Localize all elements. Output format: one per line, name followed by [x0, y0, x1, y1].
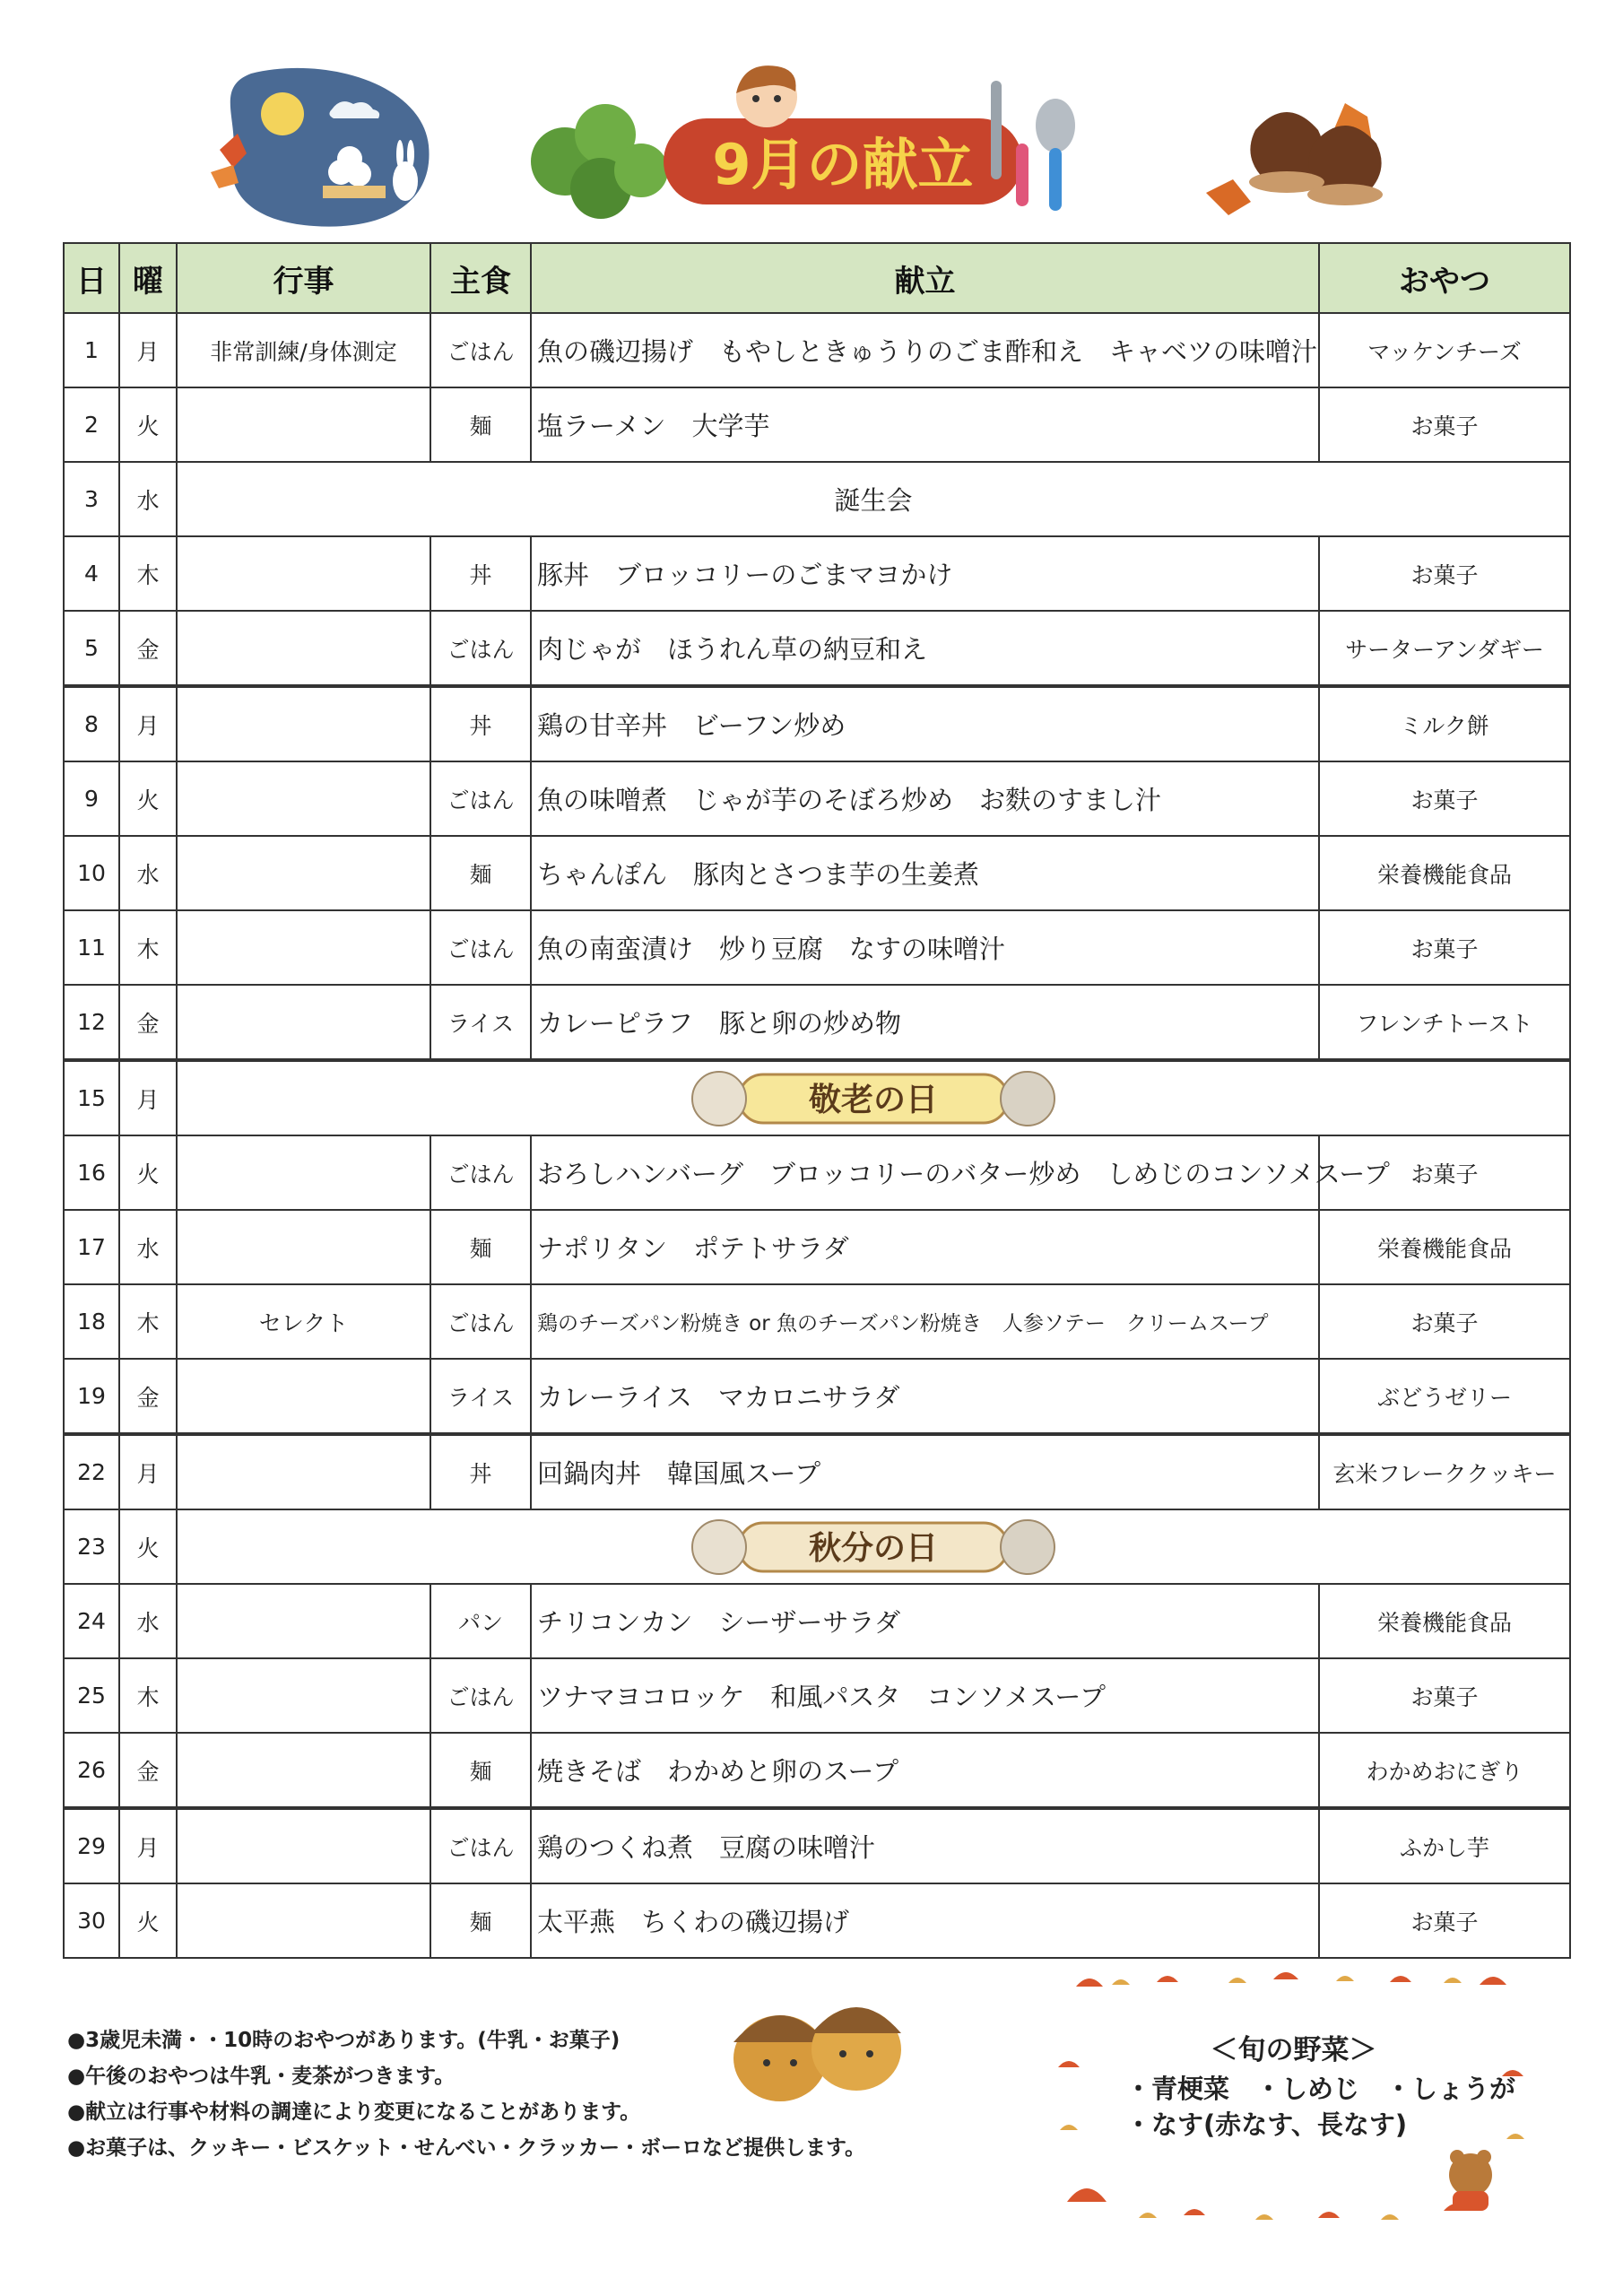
- table-row: [64, 1135, 1570, 1210]
- event-cell: 非常訓練/身体測定: [177, 313, 430, 387]
- snack-cell: わかめおにぎり: [1319, 1733, 1570, 1808]
- table-row: [64, 1733, 1570, 1808]
- weekday-cell: 木: [119, 910, 177, 985]
- staple-cell: ごはん: [430, 1135, 531, 1210]
- weekday-cell: 月: [119, 1060, 177, 1135]
- snack-cell: ミルク餅: [1319, 686, 1570, 761]
- menu-cell: 塩ラーメン 大学芋: [531, 387, 1319, 462]
- event-cell: [177, 1883, 430, 1958]
- snack-cell: マッケンチーズ: [1319, 313, 1570, 387]
- seasonal-line: ・なす(赤なす、長なす): [1125, 2109, 1408, 2140]
- day-cell: 26: [64, 1733, 119, 1808]
- holiday-banner: [685, 1065, 1062, 1132]
- weekday-cell: 金: [119, 1359, 177, 1434]
- menu-cell: おろしハンバーグ ブロッコリーのバター炒め しめじのコンソメスープ: [531, 1135, 1319, 1210]
- staple-cell: 麺: [430, 1883, 531, 1958]
- day-cell: 3: [64, 462, 119, 536]
- event-cell: [177, 910, 430, 985]
- table-row: [64, 611, 1570, 686]
- table-row: [64, 836, 1570, 910]
- snack-cell: お菓子: [1319, 1883, 1570, 1958]
- weekday-cell: 火: [119, 387, 177, 462]
- event-cell: [177, 536, 430, 611]
- table-row: [64, 761, 1570, 836]
- staple-cell: ごはん: [430, 313, 531, 387]
- staple-cell: ごはん: [430, 910, 531, 985]
- staple-cell: ライス: [430, 1359, 531, 1434]
- day-cell: 9: [64, 761, 119, 836]
- day-cell: 18: [64, 1284, 119, 1359]
- day-cell: 10: [64, 836, 119, 910]
- staple-cell: ごはん: [430, 761, 531, 836]
- weekday-cell: 金: [119, 985, 177, 1060]
- staple-cell: 麺: [430, 836, 531, 910]
- page-header: [0, 0, 1623, 242]
- table-row: [64, 1210, 1570, 1284]
- holiday-banner-text: 秋分の日: [808, 1529, 939, 1567]
- menu-cell: 鶏のチーズパン粉焼き or 魚のチーズパン粉焼き 人参ソテー クリームスープ: [531, 1284, 1319, 1359]
- special-event-cell: 誕生会: [177, 462, 1570, 536]
- menu-cell: 魚の磯辺揚げ もやしときゅうりのごま酢和え キャベツの味噌汁: [531, 313, 1319, 387]
- menu-cell: ちゃんぽん 豚肉とさつま芋の生姜煮: [531, 836, 1319, 910]
- day-cell: 16: [64, 1135, 119, 1210]
- menu-cell: カレーライス マカロニサラダ: [531, 1359, 1319, 1434]
- weekday-cell: 火: [119, 761, 177, 836]
- weekday-cell: 火: [119, 1509, 177, 1584]
- staple-cell: ごはん: [430, 1284, 531, 1359]
- seasonal-vegetables-box: [1049, 1960, 1538, 2238]
- menu-cell: ツナマヨコロッケ 和風パスタ コンソメスープ: [531, 1658, 1319, 1733]
- event-cell: [177, 1434, 430, 1509]
- note-item: ●献立は行事や材料の調達により変更になることがあります。: [67, 2100, 641, 2124]
- snack-cell: 栄養機能食品: [1319, 1210, 1570, 1284]
- column-header-menu: 献立: [531, 243, 1319, 313]
- day-cell: 11: [64, 910, 119, 985]
- column-header-weekday: 曜: [119, 243, 177, 313]
- table-row: [64, 536, 1570, 611]
- day-cell: 25: [64, 1658, 119, 1733]
- table-row: [64, 1658, 1570, 1733]
- staple-cell: パン: [430, 1584, 531, 1658]
- event-cell: [177, 1808, 430, 1883]
- snack-cell: お菓子: [1319, 761, 1570, 836]
- page-title: 9月の献立: [712, 132, 974, 197]
- menu-cell: 肉じゃが ほうれん草の納豆和え: [531, 611, 1319, 686]
- menu-cell: 魚の南蛮漬け 炒り豆腐 なすの味噌汁: [531, 910, 1319, 985]
- event-cell: [177, 1733, 430, 1808]
- weekday-cell: 月: [119, 313, 177, 387]
- day-cell: 8: [64, 686, 119, 761]
- event-cell: セレクト: [177, 1284, 430, 1359]
- staple-cell: 麺: [430, 1210, 531, 1284]
- note-item: ●午後のおやつは牛乳・麦茶がつきます。: [67, 2065, 456, 2088]
- snack-cell: ぶどうゼリー: [1319, 1359, 1570, 1434]
- table-row: [64, 1060, 1570, 1135]
- day-cell: 12: [64, 985, 119, 1060]
- snack-cell: お菓子: [1319, 387, 1570, 462]
- staple-cell: ごはん: [430, 611, 531, 686]
- snack-cell: お菓子: [1319, 1658, 1570, 1733]
- weekday-cell: 木: [119, 1658, 177, 1733]
- menu-cell: 鶏のつくね煮 豆腐の味噌汁: [531, 1808, 1319, 1883]
- moon-viewing-illustration: [197, 65, 439, 235]
- seasonal-line: ・青梗菜 ・しめじ ・しょうが: [1125, 2074, 1516, 2104]
- event-cell: [177, 761, 430, 836]
- table-row: [64, 1434, 1570, 1509]
- table-row: [64, 985, 1570, 1060]
- table-row: [64, 1584, 1570, 1658]
- snack-cell: お菓子: [1319, 536, 1570, 611]
- table-row: [64, 1883, 1570, 1958]
- staple-cell: ごはん: [430, 1808, 531, 1883]
- table-row: [64, 1509, 1570, 1584]
- event-cell: [177, 1135, 430, 1210]
- event-cell: [177, 836, 430, 910]
- snack-cell: お菓子: [1319, 910, 1570, 985]
- table-row: [64, 910, 1570, 985]
- snack-cell: フレンチトースト: [1319, 985, 1570, 1060]
- seasonal-title: ＜旬の野菜＞: [1210, 2034, 1377, 2066]
- weekday-cell: 金: [119, 1733, 177, 1808]
- note-item: ●お菓子は、クッキー・ビスケット・せんべい・クラッカー・ボーロなど提供します。: [67, 2136, 866, 2160]
- day-cell: 2: [64, 387, 119, 462]
- table-row: [64, 1284, 1570, 1359]
- table-row: [64, 1359, 1570, 1434]
- event-cell: [177, 611, 430, 686]
- table-row: [64, 1808, 1570, 1883]
- weekday-cell: 月: [119, 686, 177, 761]
- weekday-cell: 金: [119, 611, 177, 686]
- snack-cell: 栄養機能食品: [1319, 836, 1570, 910]
- weekday-cell: 火: [119, 1883, 177, 1958]
- staple-cell: 麺: [430, 1733, 531, 1808]
- menu-table-body: [64, 313, 1570, 1958]
- column-header-staple: 主食: [430, 243, 531, 313]
- menu-cell: チリコンカン シーザーサラダ: [531, 1584, 1319, 1658]
- snack-cell: お菓子: [1319, 1135, 1570, 1210]
- day-cell: 19: [64, 1359, 119, 1434]
- column-header-snack: おやつ: [1319, 243, 1570, 313]
- event-cell: [177, 1210, 430, 1284]
- menu-cell: 魚の味噌煮 じゃが芋のそぼろ炒め お麩のすまし汁: [531, 761, 1319, 836]
- menu-cell: 鶏の甘辛丼 ビーフン炒め: [531, 686, 1319, 761]
- menu-cell: 豚丼 ブロッコリーのごまマヨかけ: [531, 536, 1319, 611]
- holiday-banner-cell: [177, 1509, 1570, 1584]
- acorn-illustration: [717, 1987, 915, 2103]
- table-header-row: [64, 243, 1570, 313]
- staple-cell: ライス: [430, 985, 531, 1060]
- snack-cell: 栄養機能食品: [1319, 1584, 1570, 1658]
- day-cell: 24: [64, 1584, 119, 1658]
- column-header-event: 行事: [177, 243, 430, 313]
- table-row: [64, 462, 1570, 536]
- snack-cell: ふかし芋: [1319, 1808, 1570, 1883]
- weekday-cell: 水: [119, 836, 177, 910]
- weekday-cell: 水: [119, 462, 177, 536]
- weekday-cell: 木: [119, 1284, 177, 1359]
- weekday-cell: 月: [119, 1808, 177, 1883]
- day-cell: 22: [64, 1434, 119, 1509]
- staple-cell: 丼: [430, 686, 531, 761]
- weekday-cell: 水: [119, 1584, 177, 1658]
- note-item: ●3歳児未満・・10時のおやつがあります。(牛乳・お菓子): [67, 2029, 621, 2052]
- day-cell: 1: [64, 313, 119, 387]
- weekday-cell: 火: [119, 1135, 177, 1210]
- weekday-cell: 水: [119, 1210, 177, 1284]
- day-cell: 30: [64, 1883, 119, 1958]
- event-cell: [177, 1584, 430, 1658]
- day-cell: 17: [64, 1210, 119, 1284]
- staple-cell: 丼: [430, 536, 531, 611]
- table-row: [64, 313, 1570, 387]
- weekday-cell: 月: [119, 1434, 177, 1509]
- day-cell: 15: [64, 1060, 119, 1135]
- table-row: [64, 686, 1570, 761]
- event-cell: [177, 1658, 430, 1733]
- holiday-banner-cell: [177, 1060, 1570, 1135]
- snack-cell: サーターアンダギー: [1319, 611, 1570, 686]
- chestnut-illustration: [1202, 94, 1399, 220]
- menu-cell: カレーピラフ 豚と卵の炒め物: [531, 985, 1319, 1060]
- menu-cell: 回鍋肉丼 韓国風スープ: [531, 1434, 1319, 1509]
- weekday-cell: 木: [119, 536, 177, 611]
- snack-cell: 玄米フレーククッキー: [1319, 1434, 1570, 1509]
- day-cell: 5: [64, 611, 119, 686]
- event-cell: [177, 985, 430, 1060]
- event-cell: [177, 1359, 430, 1434]
- staple-cell: ごはん: [430, 1658, 531, 1733]
- menu-cell: 太平燕 ちくわの磯辺揚げ: [531, 1883, 1319, 1958]
- menu-table: [63, 242, 1571, 1959]
- staple-cell: 麺: [430, 387, 531, 462]
- column-header-day: 日: [64, 243, 119, 313]
- event-cell: [177, 387, 430, 462]
- event-cell: [177, 686, 430, 761]
- day-cell: 4: [64, 536, 119, 611]
- menu-cell: 焼きそば わかめと卵のスープ: [531, 1733, 1319, 1808]
- holiday-banner: [685, 1514, 1062, 1580]
- day-cell: 23: [64, 1509, 119, 1584]
- title-banner: [525, 63, 1107, 233]
- snack-cell: お菓子: [1319, 1284, 1570, 1359]
- table-row: [64, 387, 1570, 462]
- menu-cell: ナポリタン ポテトサラダ: [531, 1210, 1319, 1284]
- staple-cell: 丼: [430, 1434, 531, 1509]
- holiday-banner-text: 敬老の日: [808, 1081, 939, 1118]
- day-cell: 29: [64, 1808, 119, 1883]
